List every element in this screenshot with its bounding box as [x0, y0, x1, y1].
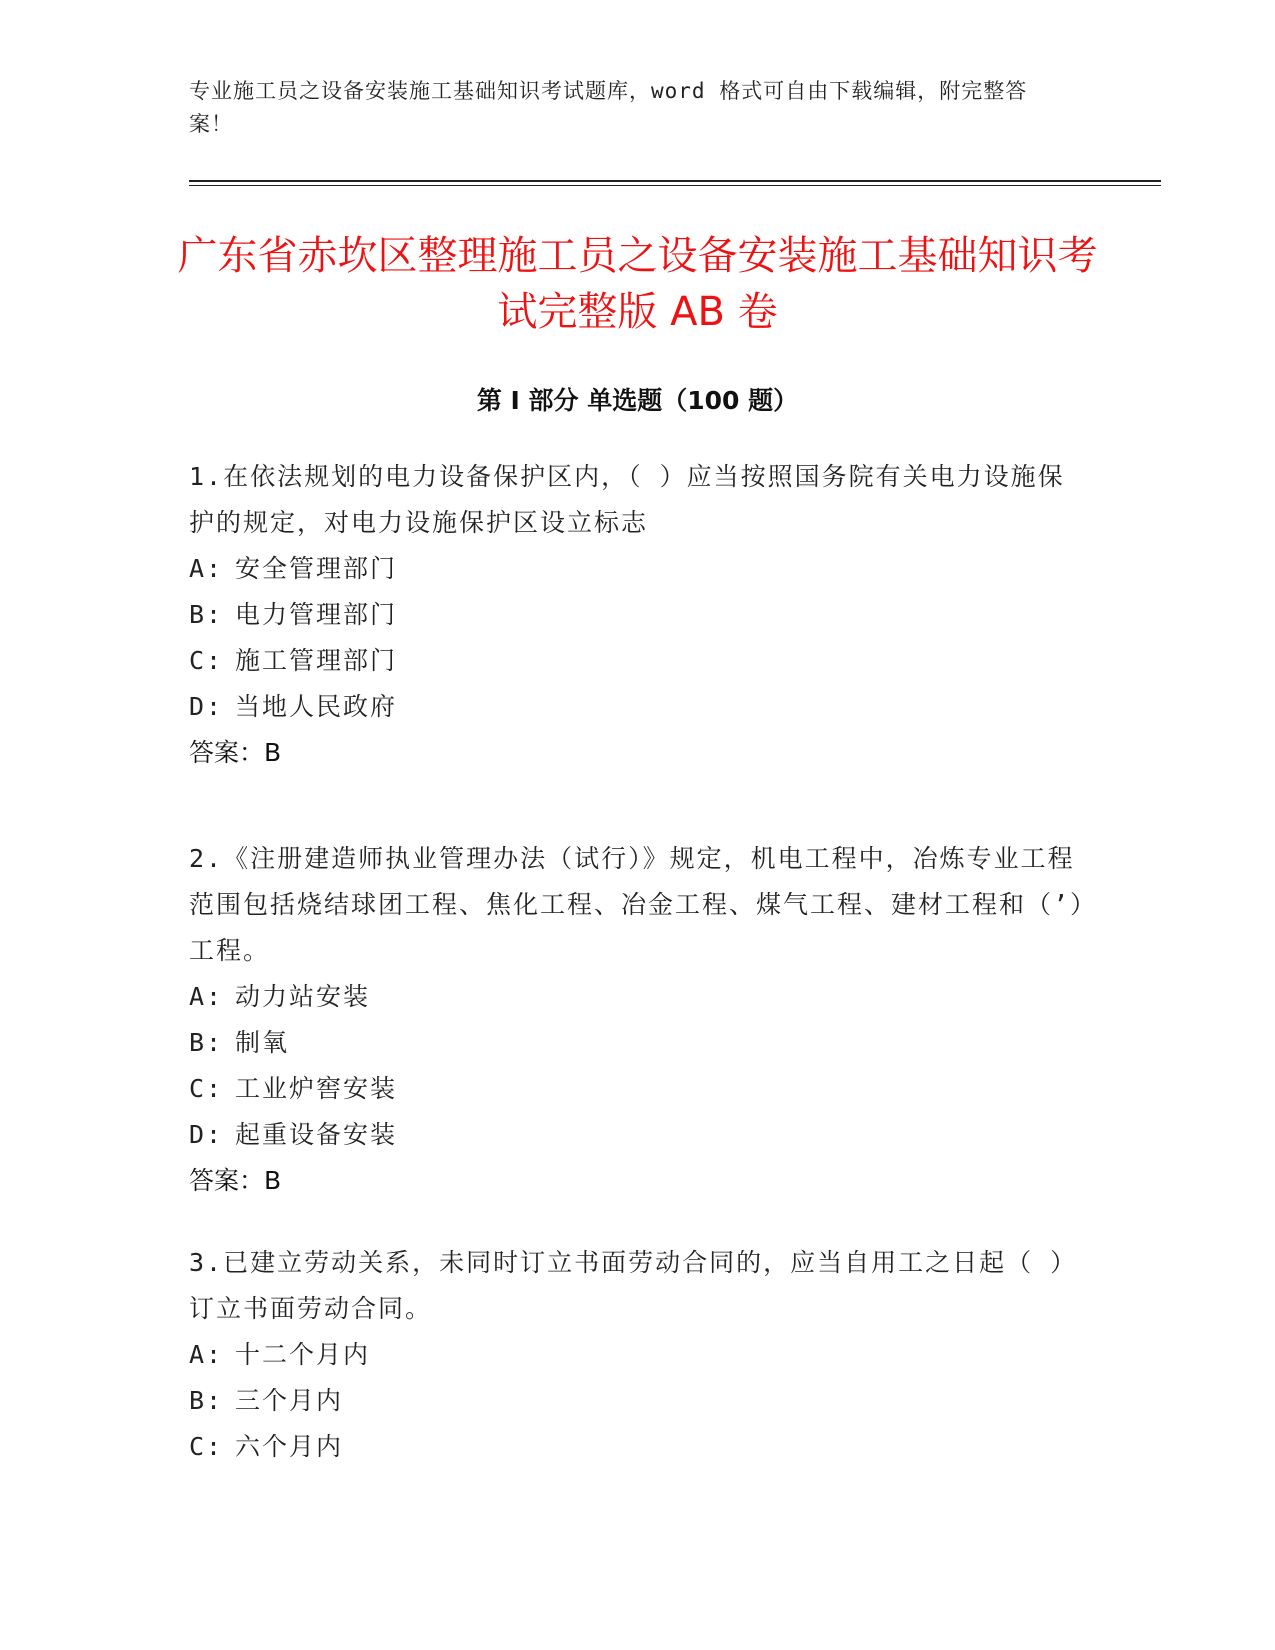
header-divider-thin: [189, 185, 1161, 186]
header-divider: [189, 180, 1161, 186]
option-letter: A:: [189, 1340, 224, 1369]
answer-label: 答案：B: [189, 1166, 282, 1195]
header-note: 专业施工员之设备安装施工基础知识考试题库，word 格式可自由下载编辑，附完整答案！: [189, 79, 1028, 136]
question-1: [189, 454, 1089, 776]
option-text: 电力管理部门: [235, 600, 398, 629]
option-text: 安全管理部门: [235, 554, 398, 583]
option-text: 十二个月内: [235, 1340, 371, 1369]
question-stem: 1.在依法规划的电力设备保护区内，（ ）应当按照国务院有关电力设施保护的规定，对电力设施保护区设立标志: [189, 462, 1065, 537]
document-title: 广东省赤坎区整理施工员之设备安装施工基础知识考试完整版 AB 卷: [177, 233, 1098, 335]
question-stem: 2.《注册建造师执业管理办法（试行）》规定，机电工程中，冶炼专业工程范围包括烧结球团工程、焦化工程、冶金工程、煤气工程、建材工程和（’）工程。: [189, 844, 1085, 965]
option-letter: B:: [189, 600, 224, 629]
option-b: [189, 1020, 1089, 1066]
option-letter: D:: [189, 1120, 224, 1149]
option-letter: C:: [189, 646, 224, 675]
option-letter: C:: [189, 1074, 224, 1103]
option-letter: B:: [189, 1386, 224, 1415]
option-text: 起重设备安装: [235, 1120, 398, 1149]
answer-label: 答案：B: [189, 738, 282, 767]
option-letter: B:: [189, 1028, 224, 1057]
option-d: [189, 684, 1089, 730]
option-letter: A:: [189, 554, 224, 583]
option-text: 施工管理部门: [235, 646, 398, 675]
option-text: 工业炉窖安装: [235, 1074, 398, 1103]
option-letter: A:: [189, 982, 224, 1011]
option-a: [189, 1332, 1089, 1378]
question-2: [189, 836, 1089, 1204]
option-c: [189, 1424, 1089, 1470]
option-text: 当地人民政府: [235, 692, 398, 721]
option-text: 制氧: [235, 1028, 290, 1057]
header-divider-thick: [189, 180, 1161, 182]
option-d: [189, 1112, 1089, 1158]
question-3: [189, 1240, 1089, 1470]
question-stem: 3.已建立劳动关系，未同时订立书面劳动合同的，应当自用工之日起（ ）订立书面劳动合同。: [189, 1248, 1078, 1323]
option-a: [189, 974, 1089, 1020]
option-c: [189, 1066, 1089, 1112]
option-text: 动力站安装: [235, 982, 371, 1011]
option-b: [189, 1378, 1089, 1424]
option-text: 六个月内: [235, 1432, 344, 1461]
section-heading: 第 I 部分 单选题（100 题）: [476, 386, 799, 415]
option-c: [189, 638, 1089, 684]
option-letter: C:: [189, 1432, 224, 1461]
option-b: [189, 592, 1089, 638]
option-letter: D:: [189, 692, 224, 721]
option-a: [189, 546, 1089, 592]
option-text: 三个月内: [235, 1386, 344, 1415]
